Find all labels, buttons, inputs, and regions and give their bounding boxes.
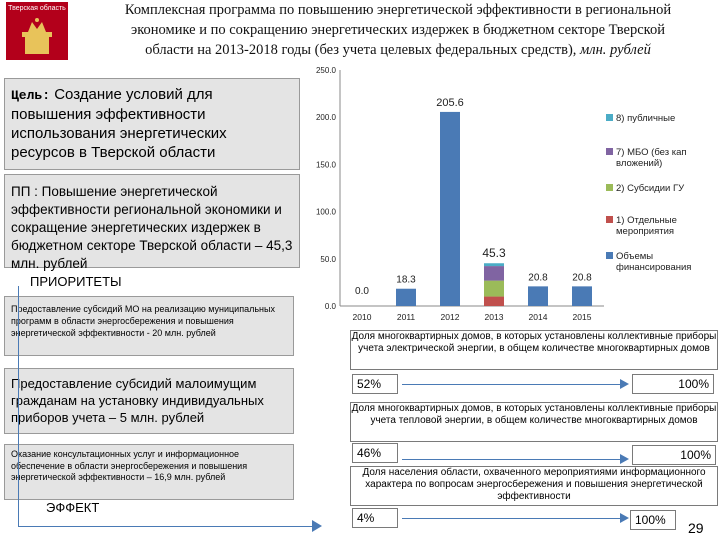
subprogram-text: ПП : Повышение энергетической эффективности региональной экономики и сокращение энергетических издержек в бюджетном секторе Тверской области – 45,3 млн. рублей [11,184,293,271]
data-label: 45.3 [482,246,506,261]
legend-label: 7) МБО (без кап вложений) [616,147,687,169]
bar-2013 [484,266,504,281]
y-tick-label: 100.0 [315,207,336,217]
goal-box [4,78,300,170]
legend-swatch [606,114,613,121]
region-emblem [6,2,68,60]
y-tick-label: 150.0 [315,160,336,170]
priorities-heading: ПРИОРИТЕТЫ [30,274,122,289]
indicator-1-arrow-head-icon [620,379,629,389]
legend-swatch [606,216,613,223]
indicator-3-to: 100% [630,510,676,530]
legend-label: 8) публичные [616,113,676,124]
goal-text: Создание условий для повышения эффективности использования энергетических ресурсов в Тверской области [11,86,227,161]
financing-chart [300,62,720,330]
indicator-3-from: 4% [352,508,398,528]
crown-throne-icon [6,2,68,60]
subprogram-box [4,174,300,271]
page-number: 29 [688,520,704,536]
priority-3 [4,444,294,500]
x-tick-label: 2014 [528,312,548,322]
legend-swatch [606,148,613,155]
goal-label: Цель: [11,88,51,103]
title-line-1: Комплексная программа по повышению энергетической эффективности в региональной [124,2,672,18]
bar-2012 [440,112,460,306]
bar-2015 [572,286,592,306]
legend-swatch [606,252,613,259]
bar-2013 [484,263,504,266]
x-tick-label: 2011 [396,312,416,322]
indicator-2-arrow-head-icon [620,454,629,464]
y-tick-label: 0.0 [324,302,336,311]
bar-2011 [396,289,416,306]
y-tick-label: 50.0 [320,254,336,264]
priority-1-text: Предоставление субсидий МО на реализацию муниципальных программ в области энергосбережения и повышения энергетической эффективности - 20 млн. рублей [11,304,275,338]
indicator-3-arrow [402,518,622,519]
bar-2014 [528,286,548,306]
indicator-2-arrow [402,459,622,460]
legend-label: Объемы финансирования [616,251,692,273]
y-tick-label: 250.0 [315,66,336,75]
indicator-2-to: 100% [632,445,716,465]
data-label: 18.3 [396,274,416,286]
priority-3-text: Оказание консультационных услуг и информационное обеспечение в области энергосбережения и повышения энергетической эффективности – 16,9 млн. рублей [11,449,248,482]
indicator-3-text: Доля населения области, охваченного мероприятиями информационного характера по вопросам энергосбережения и повышения энергетической эффективности [350,466,718,506]
title-line-2: экономике и по сокращению энергетических издержек в бюджетном секторе Тверской [131,22,665,38]
x-tick-label: 2012 [440,312,460,322]
y-tick-label: 200.0 [315,113,336,123]
bracket-bottom-line [18,526,316,527]
indicator-1-to: 100% [632,374,714,394]
legend-label: 2) Субсидии ГУ [616,183,685,194]
data-label: 0.0 [355,286,369,297]
indicator-2-from: 46% [352,443,398,463]
indicator-2-text: Доля многоквартирных домов, в которых установлены коллективные приборы учета тепловой энергии, в общем количестве многоквартирных домов [350,402,718,442]
x-tick-label: 2013 [484,312,504,322]
priority-2 [4,368,294,434]
effect-arrow-icon [312,520,322,532]
indicator-1-from: 52% [352,374,398,394]
emblem-caption: Тверская область [8,5,66,12]
effect-label: ЭФФЕКТ [46,500,100,515]
priority-1 [4,296,294,356]
bar-2013 [484,297,504,306]
data-label: 20.8 [572,272,592,284]
title-line-3-text: области на 2013-2018 годы (без учета целевых федеральных средств), [145,42,577,58]
data-label: 20.8 [528,272,548,284]
legend-swatch [606,184,613,191]
indicator-3-arrow-head-icon [620,513,629,523]
header [0,0,720,62]
indicator-1-arrow [402,384,622,385]
title-line-3 [88,40,708,60]
x-tick-label: 2010 [352,312,372,322]
data-label: 205.6 [436,96,464,109]
bracket-line [18,286,19,526]
x-tick-label: 2015 [572,312,592,322]
priority-2-text: Предоставление субсидий малоимущим гражданам на установку индивидуальных приборов учета – 5 млн. рублей [11,376,264,425]
legend-label: 1) Отдельные мероприятия [616,215,677,237]
bar-2013 [484,281,504,297]
indicator-1-text: Доля многоквартирных домов, в которых установлены коллективные приборы учета электрической энергии, в общем количестве многоквартирных домов [350,330,718,370]
slide-title [88,0,708,60]
title-units: млн. рублей [580,42,651,58]
